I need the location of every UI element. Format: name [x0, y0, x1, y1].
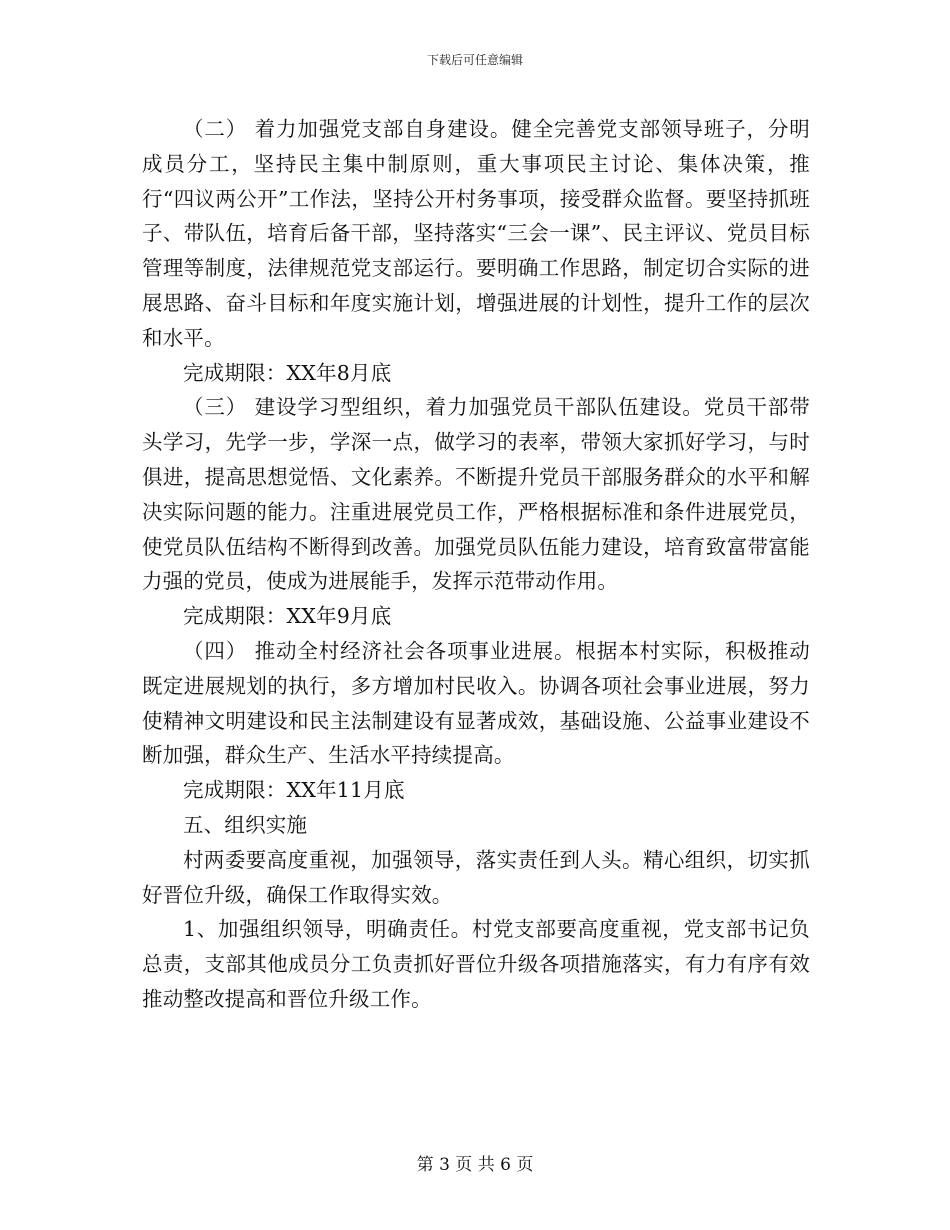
paragraph-implementation-intro: 村两委要高度重视，加强领导，落实责任到人头。精心组织，切实抓好晋位升级，确保工作取得实效。	[142, 847, 810, 907]
paragraph-implementation-item-1: 1、加强组织领导，明确责任。村党支部要高度重视，党支部书记负总责，支部其他成员分工负责抓好晋位升级各项措施落实，有力有序有效推动整改提高和晋位升级工作。	[142, 917, 810, 1011]
deadline-section-3: 完成期限：XX年9月底	[183, 604, 392, 629]
page-number: 第 3 页 共 6 页	[416, 1155, 534, 1175]
paragraph-section-4: （四） 推动全村经济社会各项事业进展。根据本村实际，积极推动既定进展规划的执行，多方增加村民收入。协调各项社会事业进展，努力使精神文明建设和民主法制建设有显著成效，基础设施、公益事业建设不断加强，群众生产、生活水平持续提高。	[142, 638, 810, 768]
deadline-section-4: 完成期限：XX年11月底	[183, 778, 405, 803]
paragraph-section-3: （三） 建设学习型组织，着力加强党员干部队伍建设。党员干部带头学习，先学一步，学深一点，做学习的表率，带领大家抓好学习，与时俱进，提高思想觉悟、文化素养。不断提升党员干部服务群众的水平和解决实际问题的能力。注重进展党员工作，严格根据标准和条件进展党员，使党员队伍结构不断得到改善。加强党员队伍能力建设，培育致富带富能力强的党员，使成为进展能手，发挥示范带动作用。	[142, 395, 810, 594]
deadline-section-2: 完成期限：XX年8月底	[183, 360, 392, 385]
document-body	[142, 112, 810, 1017]
page-header: 下载后可任意编辑	[426, 53, 523, 67]
heading-organization-implementation: 五、组织实施	[183, 812, 308, 837]
paragraph-section-2: （二） 着力加强党支部自身建设。健全完善党支部领导班子，分明成员分工，坚持民主集中制原则，重大事项民主讨论、集体决策，推行“四议两公开”工作法，坚持公开村务事项，接受群众监督。要坚持抓班子、带队伍，培育后备干部，坚持落实“三会一课”、民主评议、党员目标管理等制度，法律规范党支部运行。要明确工作思路，制定切合实际的进展思路、奋斗目标和年度实施计划，增强进展的计划性，提升工作的层次和水平。	[142, 117, 810, 350]
